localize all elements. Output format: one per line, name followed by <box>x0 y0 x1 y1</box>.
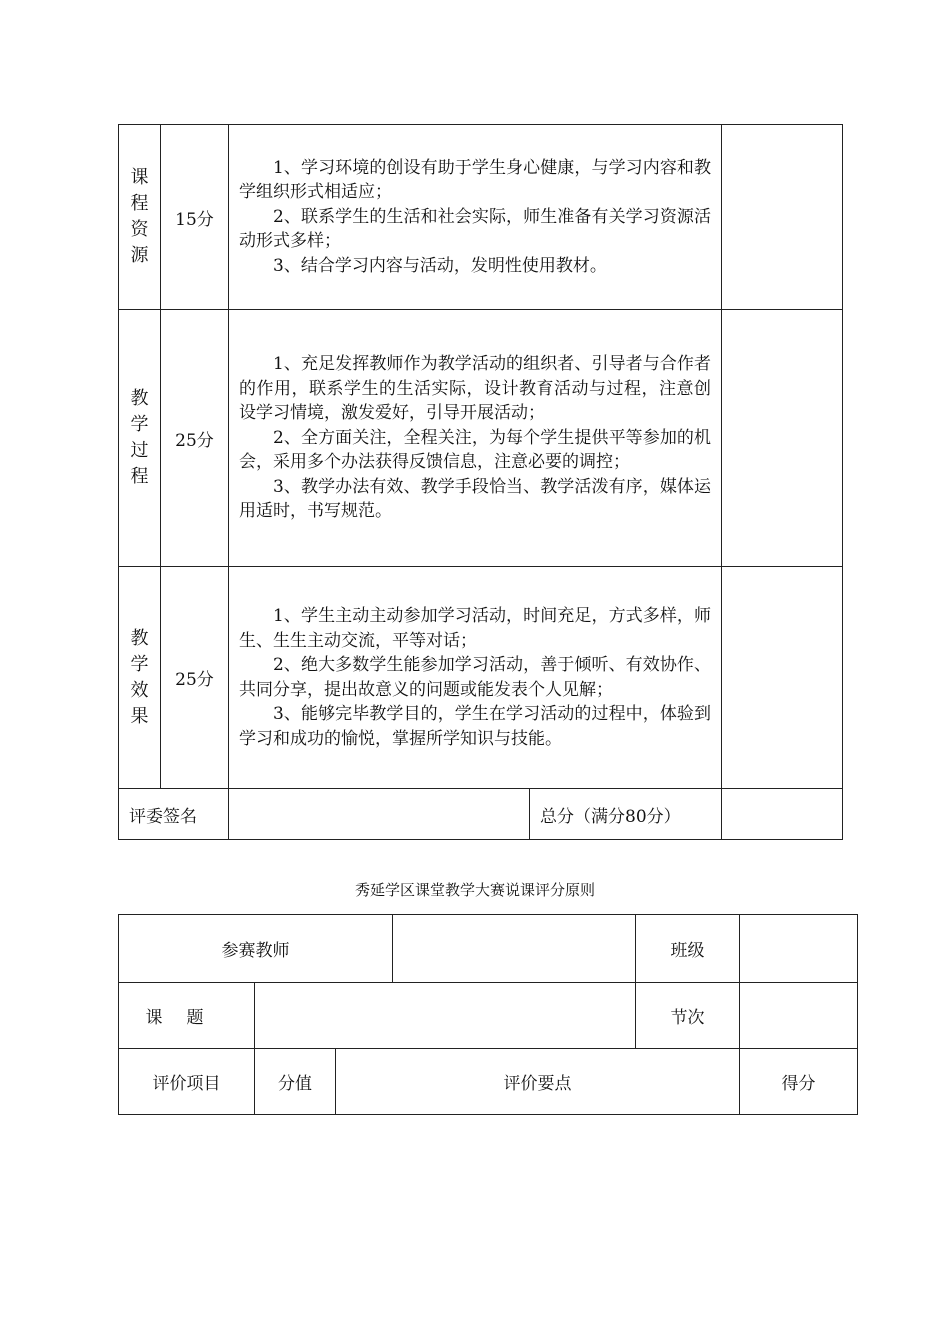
score-cell: 25分 <box>161 567 229 789</box>
got-score-cell[interactable] <box>722 125 843 310</box>
total-score-label: 总分（满分80分） <box>530 789 722 840</box>
table-row <box>119 567 843 789</box>
criteria-item: 2、全方面关注，全程关注，为每个学生提供平等参加的机会，采用多个办法获得反馈信息，注意必要的调控； <box>239 427 712 473</box>
score-cell: 25分 <box>161 310 229 567</box>
table-row <box>119 915 858 983</box>
table-row <box>119 983 858 1049</box>
period-label: 节次 <box>636 983 740 1049</box>
criteria-item: 1、学习环境的创设有助于学生身心健康，与学习内容和教学组织形式相适应； <box>239 157 712 203</box>
header-item: 评价项目 <box>119 1049 255 1115</box>
category-cell: 教 学 效 果 <box>119 567 161 789</box>
criteria-cell <box>229 310 722 567</box>
category-cell: 课 程 资 源 <box>119 125 161 310</box>
criteria-item: 3、教学办法有效、教学手段恰当、教学活泼有序，媒体运用适时，书写规范。 <box>239 476 712 522</box>
table-row <box>119 310 843 567</box>
topic-label: 课题 <box>119 983 255 1049</box>
lecture-score-table <box>118 914 858 1115</box>
signature-field[interactable] <box>229 789 530 840</box>
got-score-cell[interactable] <box>722 567 843 789</box>
signature-label: 评委签名 <box>119 789 229 840</box>
period-field[interactable] <box>740 983 858 1049</box>
criteria-cell <box>229 567 722 789</box>
criteria-cell <box>229 125 722 310</box>
criteria-item: 2、联系学生的生活和社会实际，师生准备有关学习资源活动形式多样； <box>239 206 712 252</box>
criteria-item: 1、充足发挥教师作为教学活动的组织者、引导者与合作者的作用，联系学生的生活实际，设计教育活动与过程，注意创设学习情境，激发爱好，引导开展活动； <box>239 354 712 424</box>
total-score-field[interactable] <box>722 789 843 840</box>
evaluation-table <box>118 124 843 840</box>
class-label: 班级 <box>636 915 740 983</box>
criteria-item: 2、绝大多数学生能参加学习活动，善于倾听、有效协作、共同分享，提出故意义的问题或能发表个人见解； <box>239 655 712 700</box>
teacher-label: 参赛教师 <box>119 915 393 983</box>
header-got: 得分 <box>740 1049 858 1115</box>
topic-field[interactable] <box>255 983 636 1049</box>
header-points: 评价要点 <box>336 1049 740 1115</box>
section-title: 秀延学区课堂教学大赛说课评分原则 <box>354 881 595 899</box>
class-field[interactable] <box>740 915 858 983</box>
category-cell: 教 学 过 程 <box>119 310 161 567</box>
table-row <box>119 789 843 840</box>
criteria-item: 1、学生主动主动参加学习活动，时间充足，方式多样，师生、生生主动交流，平等对话； <box>239 606 712 651</box>
table-row <box>119 125 843 310</box>
score-cell: 15分 <box>161 125 229 310</box>
criteria-item: 3、结合学习内容与活动，发明性使用教材。 <box>273 255 607 276</box>
criteria-item: 3、能够完毕教学目的，学生在学习活动的过程中，体验到学习和成功的愉悦，掌握所学知识与技能。 <box>239 704 712 749</box>
header-score: 分值 <box>255 1049 336 1115</box>
got-score-cell[interactable] <box>722 310 843 567</box>
teacher-field[interactable] <box>393 915 636 983</box>
table-row <box>119 1049 858 1115</box>
